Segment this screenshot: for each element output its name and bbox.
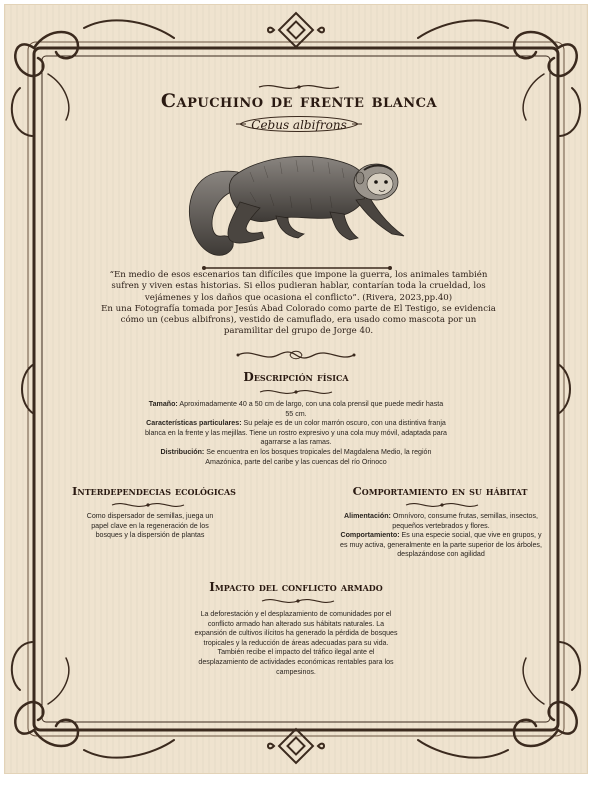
intro-text bbox=[96, 270, 501, 338]
flourish-divider-icon bbox=[108, 500, 188, 510]
behavior-body bbox=[338, 512, 544, 560]
description-body bbox=[144, 400, 448, 467]
behavior-feeding: Alimentación: Omnívoro, consume frutas, semillas, insectos, pequeños vertebrados y flores. bbox=[344, 512, 538, 530]
scientific-name: Cebus albifrons bbox=[251, 118, 347, 132]
poster-page bbox=[4, 4, 588, 774]
flourish-divider-icon bbox=[256, 387, 336, 397]
impact-heading: Impacto del conflicto armado bbox=[209, 580, 383, 594]
description-heading: Descripción física bbox=[243, 370, 349, 384]
intro-quote: “En medio de esos escenarios tan difíciles que impone la guerra, los animales también sufren y viven estas historias. Si ellos pudieran hablar, contarían toda la crueldad, los vejámenes y los daños que ocasiona el conflicto”. (Rivera, 2023,pp.40) bbox=[109, 270, 488, 303]
page-title: Capuchino de frente blanca bbox=[160, 90, 438, 112]
description-distribution: Distribución: Se encuentra en los bosques tropicales del Magdalena Medio, la región Amazónica, parte del caribe y las cuencas del río Orinoco bbox=[160, 447, 432, 466]
behavior-conduct: Comportamiento: Es una especie social, que vive en grupos, y es muy activa, generalmente en la parte superior de los árboles, desplazándose con agilidad bbox=[340, 531, 542, 559]
interdependencies-heading: Interdependecias ecológicas bbox=[72, 484, 236, 498]
flourish-divider-icon bbox=[258, 596, 338, 606]
flourish-divider-icon bbox=[234, 348, 358, 362]
description-features: Características particulares: Su pelaje es de un color marrón oscuro, con una distintiva franja blanca en la frente y las mejillas. Tiene un rostro expresivo y una cola muy móvil, adaptada para agarrarse a las ramas. bbox=[144, 419, 448, 447]
capuchin-monkey-illustration bbox=[180, 142, 416, 264]
behavior-heading: Comportamiento en su hábitat bbox=[352, 484, 528, 498]
intro-note: En una Fotografía tomada por Jesús Abad Colorado como parte de El Testigo, se evidencia cómo un (cebus albifrons), vestido de camuflado, era usado como mascota por un paramilitar del grupo de Jorge 40. bbox=[101, 303, 496, 337]
impact-body: La deforestación y el desplazamiento de comunidades por el conflicto armado han alterado sus hábitats naturales. La expansión de cultivos ilícitos ha generado la pérdida de bosques tropicales y la reducción de áreas adecuadas para su vida. También recibe el impacto del tráfico ilegal ante el desplazamiento de actividades económicas rentables para los campesinos. bbox=[194, 610, 398, 676]
description-size: Tamaño: Aproximadamente 40 a 50 cm de largo, con una cola prensil que puede medir hasta 55 cm. bbox=[148, 400, 444, 418]
flourish-divider-icon bbox=[402, 500, 482, 510]
interdependencies-body: Como dispersador de semillas, juega un papel clave en la regeneración de los bosques y la dispersión de plantas bbox=[86, 512, 214, 540]
